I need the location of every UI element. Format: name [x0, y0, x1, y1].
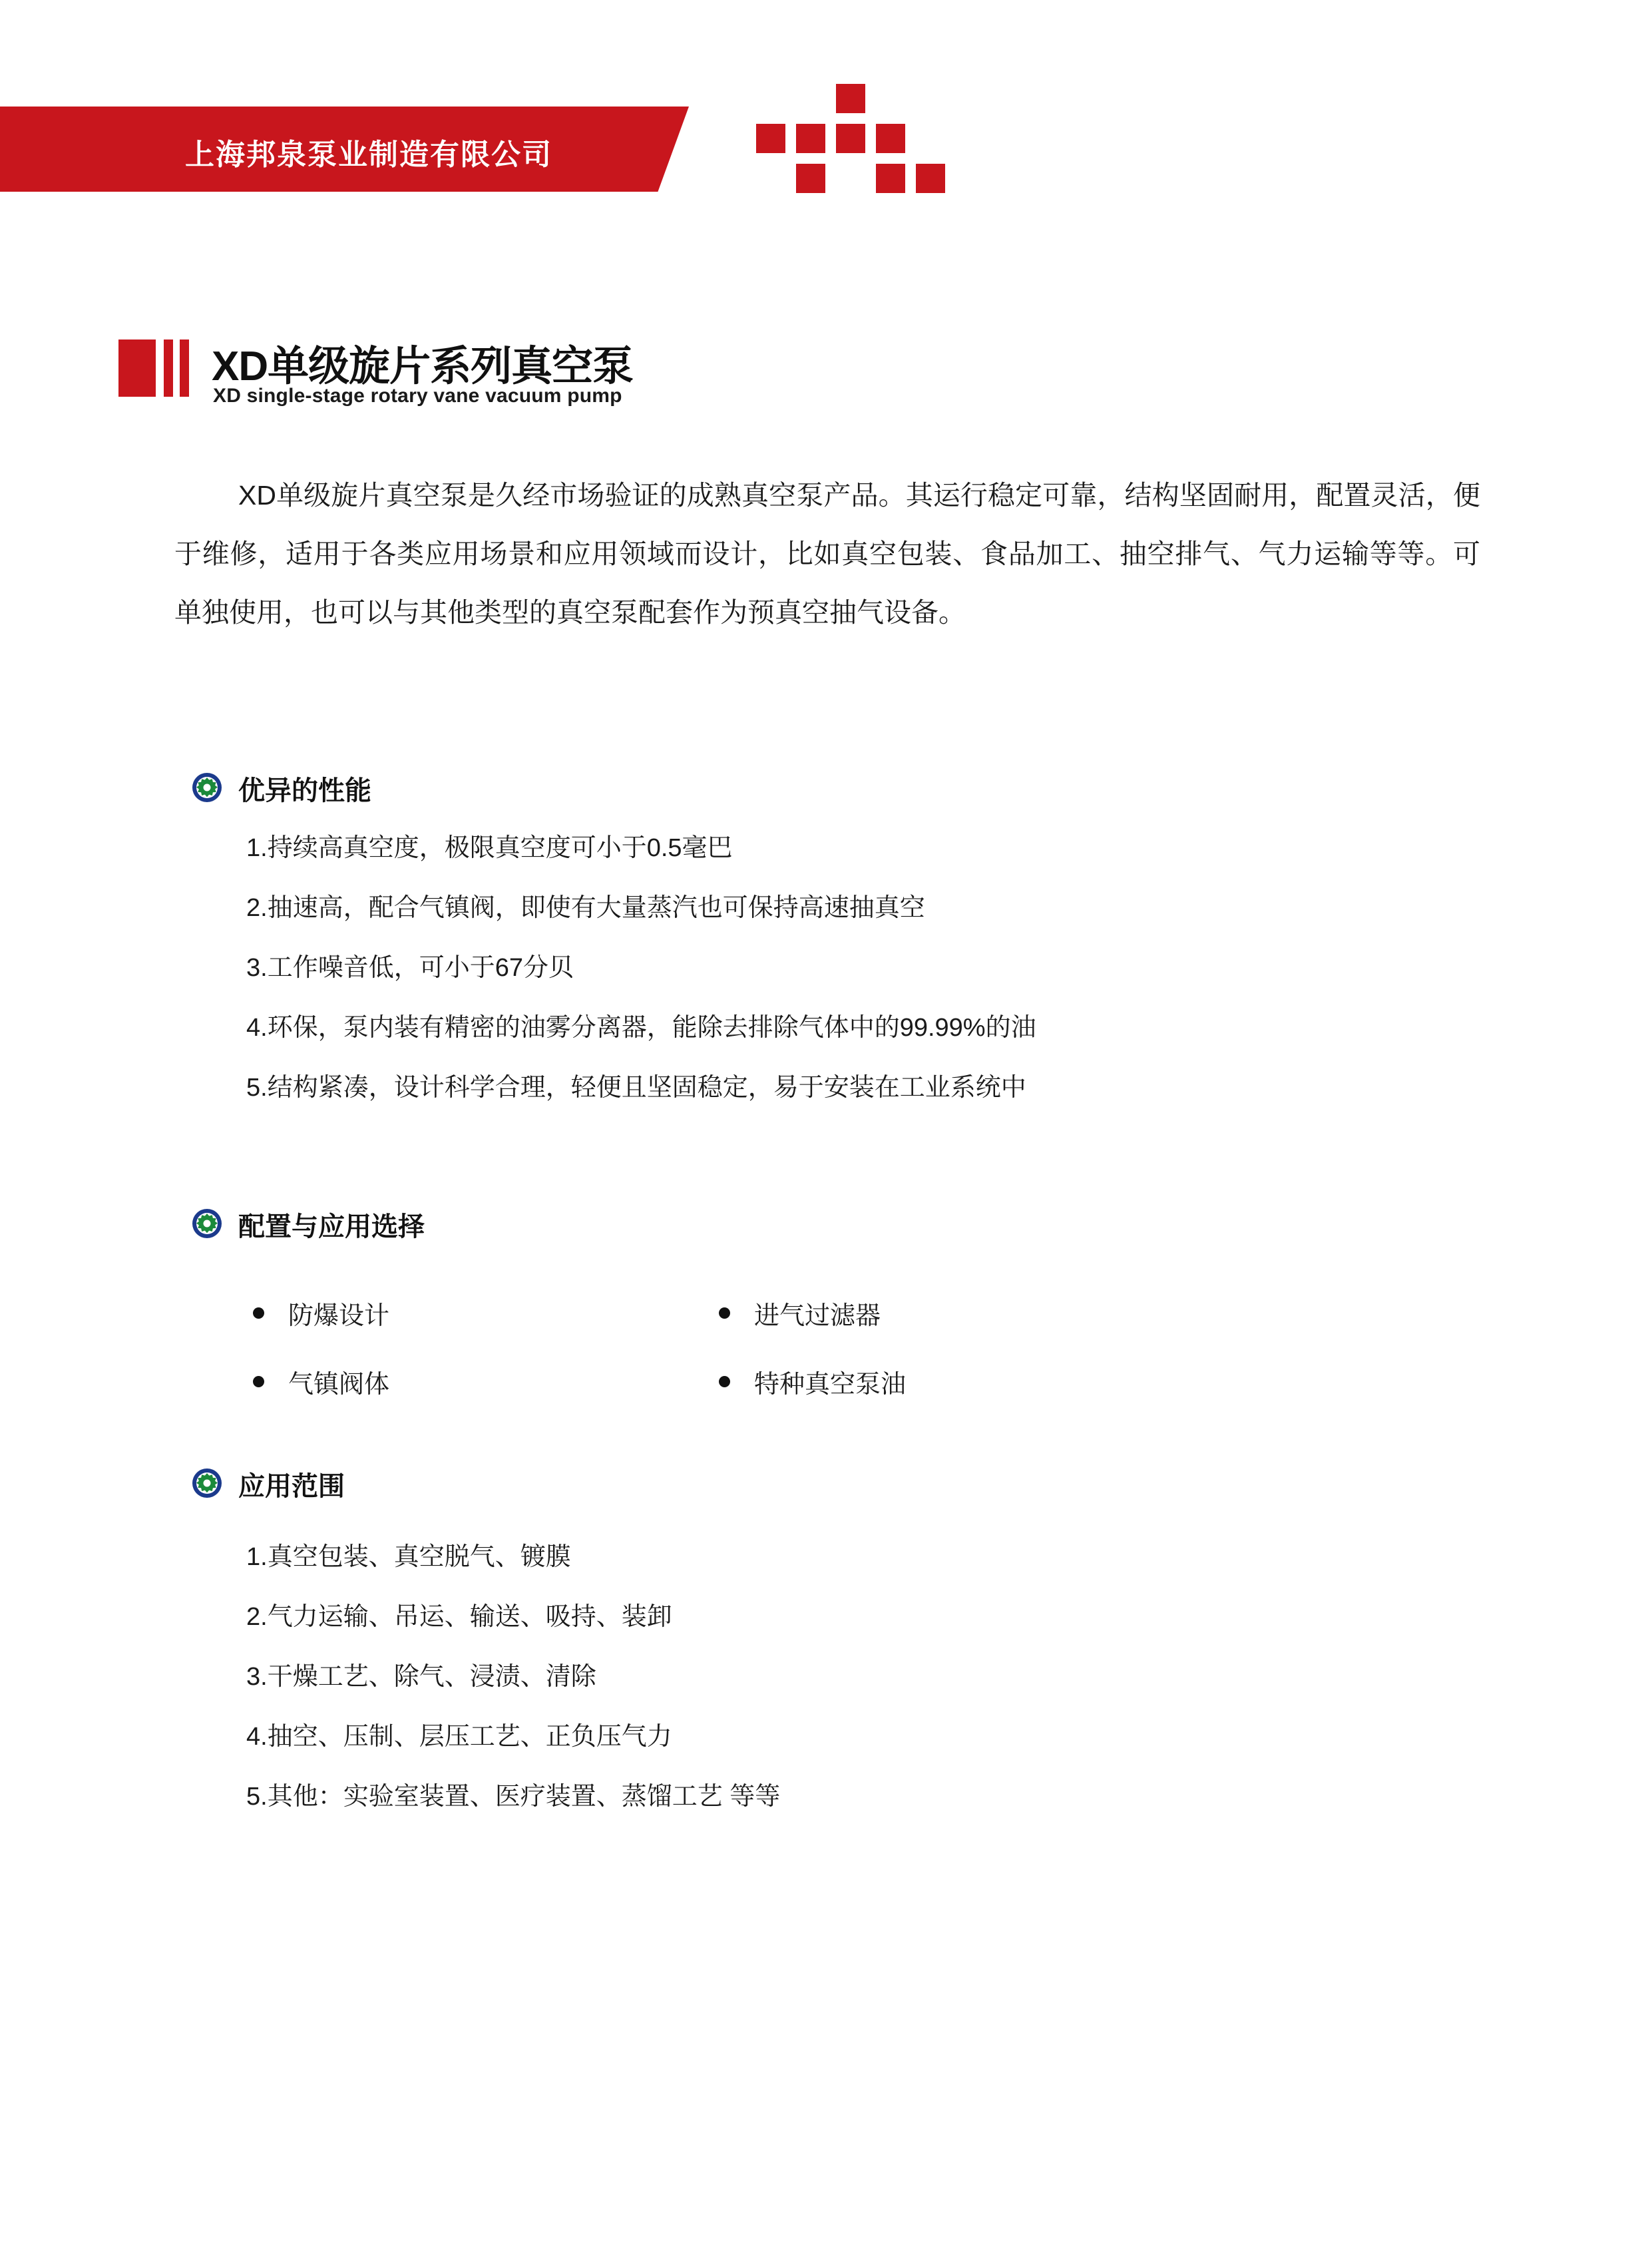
decor-square: [876, 164, 905, 193]
decor-square: [796, 164, 825, 193]
option-item: [719, 1295, 1185, 1331]
gear-icon: [192, 1208, 222, 1239]
decor-square: [916, 164, 945, 193]
section-title: 配置与应用选择: [238, 1212, 425, 1242]
list-item: 5.结构紧凑，设计科学合理，轻便且坚固稳定，易于安装在工业系统中: [246, 1074, 1026, 1102]
option-label: 特种真空泵油: [754, 1371, 907, 1399]
decor-square: [756, 124, 785, 153]
decor-square: [796, 124, 825, 153]
configuration-options: [253, 1295, 1185, 1432]
option-item: [719, 1363, 1185, 1400]
company-name: 上海邦泉泵业制造有限公司: [185, 138, 552, 171]
list-item: 5.其他：实验室装置、医疗装置、蒸馏工艺 等等: [246, 1783, 781, 1811]
title-accent-bar-2: [164, 339, 173, 397]
title-accent-bar-1: [118, 339, 156, 397]
option-row: [253, 1295, 1185, 1331]
option-label: 防爆设计: [288, 1302, 390, 1330]
section-title: 优异的性能: [238, 776, 371, 805]
title-accent-bars: [118, 339, 190, 397]
page-title: XD单级旋片系列真空泵: [212, 343, 634, 389]
list-item: 2.抽速高，配合气镇阀，即使有大量蒸汽也可保持高速抽真空: [246, 894, 925, 922]
list-item: 1.持续高真空度，极限真空度可小于0.5毫巴: [246, 834, 733, 862]
intro-paragraph: XD单级旋片真空泵是久经市场验证的成熟真空泵产品。其运行稳定可靠，结构坚固耐用，配置灵活，便于维修，适用于各类应用场景和应用领域而设计，比如真空包装、食品加工、抽空排气、气力运输等等。可单独使用，也可以与其他类型的真空泵配套作为预真空抽气设备。: [174, 480, 1480, 628]
title-accent-bar-3: [180, 339, 189, 397]
option-label: 进气过滤器: [754, 1302, 881, 1330]
bullet-icon: [719, 1307, 730, 1319]
section-title: 应用范围: [238, 1472, 345, 1501]
gear-icon: [192, 1468, 222, 1498]
decor-square: [836, 84, 865, 113]
option-row: [253, 1363, 1185, 1400]
list-item: 4.环保，泵内装有精密的油雾分离器，能除去排除气体中的99.99%的油: [246, 1014, 1036, 1042]
bullet-icon: [253, 1376, 264, 1387]
applications-list: [246, 1544, 780, 1844]
option-item: [253, 1295, 719, 1331]
list-item: 2.气力运输、吊运、输送、吸持、装卸: [246, 1603, 672, 1631]
decor-square: [876, 124, 905, 153]
list-item: 4.抽空、压制、层压工艺、正负压气力: [246, 1723, 672, 1751]
list-item: 3.工作噪音低，可小于67分贝: [246, 954, 574, 982]
page-subtitle: XD single-stage rotary vane vacuum pump: [213, 385, 622, 407]
option-item: [253, 1363, 719, 1400]
list-item: 3.干燥工艺、除气、浸渍、清除: [246, 1663, 596, 1691]
list-item: 1.真空包装、真空脱气、镀膜: [246, 1543, 571, 1571]
performance-list: [246, 835, 1036, 1135]
gear-icon: [192, 772, 222, 803]
option-label: 气镇阀体: [288, 1371, 390, 1399]
bullet-icon: [253, 1307, 264, 1319]
bullet-icon: [719, 1376, 730, 1387]
decor-square: [836, 124, 865, 153]
